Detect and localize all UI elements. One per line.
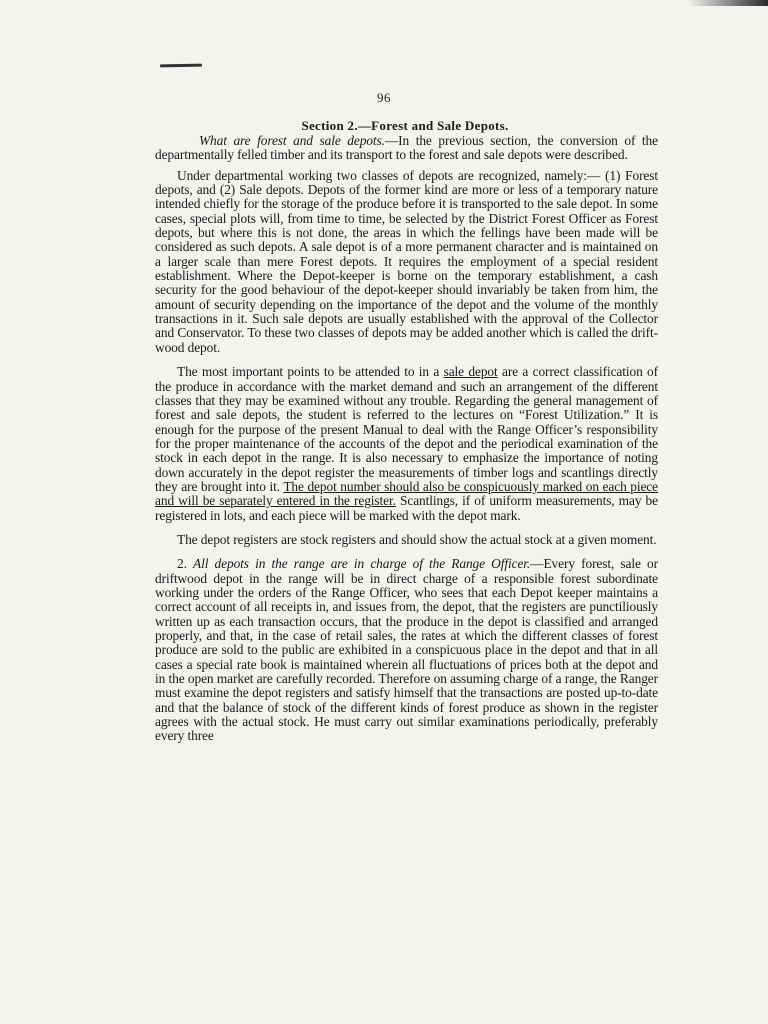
paragraph-text: The most important points to be attended to in a — [177, 364, 440, 380]
side-heading: All depots in the range are in charge of the Range Officer. — [193, 556, 531, 572]
body-text — [155, 134, 658, 754]
paragraph-3 — [155, 365, 658, 523]
paragraph-4: The depot registers are stock registers and should show the actual stock at a given moment. — [177, 531, 657, 547]
underlined-text: The depot number should also be conspicuously marked on each piece and will be separately entered in the register. — [155, 478, 658, 509]
paragraph-text: Scantlings, if of uniform measurements, may be registered in lots, and each piece will be marked with the depot mark. — [155, 493, 658, 523]
page-number: 96 — [377, 90, 391, 105]
underlined-text: sale depot — [443, 364, 498, 380]
paragraph-1 — [155, 134, 658, 163]
item-number: 2. — [177, 556, 187, 572]
section-title: Section 2.—Forest and Sale Depots. — [301, 118, 509, 133]
paragraph-2: Under departmental working two classes of depots are recognized, namely:— (1) Forest depots, and (2) Sale depots. Depots of the former kind are more or less of a temporary nature intended chiefly for the storage of the produce before it is transported to the sale depot. In some cases, special plots will, from time to time, be selected by the District Forest Officer as Forest depots, but where this is not done, the areas in which the fellings have been made will be considered as such depots. A sale depot is of a more permanent character and is maintained on a larger scale than mere Forest depots. It requires the employment of a special resident establishment. Where the Depot-keeper is borne on the temporary establishment, a cash security for the good behaviour of the depot-keeper should invariably be taken from him, the amount of security depending on the importance of the depot and the volume of the monthly transactions in it. Such sale depots are usually established with the approval of the Collector and Conservator. To these two classes of depots may be added another which is called the drift-wood depot. — [155, 167, 658, 355]
paragraph-text: —Every forest, sale or driftwood depot in the range will be in direct charge of a responsible forest subordinate working under the orders of the Range Officer, who sees that each Depot keeper maintains a correct account of all receipts in, and issues from, the depot, that the registers are punctiliously written up as each transaction occurs, that the produce in the depot is classified and arranged properly, and that, in the case of retail sales, the rates at which the different classes of forest produce are sold to the public are exhibited in a conspicuous place in the depot and that in all cases a special rate book is maintained wherein all fluctuations of prices both at the depot and in the open market are carefully recorded. Therefore on assuming charge of a range, the Ranger must examine the depot registers and satisfy himself that the transactions are posted up-to-date and that the balance of stock of the different kinds of forest produce as shown in the register agrees with the actual stock. He must carry out similar examinations periodically, preferably every three — [155, 556, 658, 744]
side-heading: What are forest and sale depots. — [199, 133, 385, 148]
paragraph-text: are a correct classification of the produce in accordance with the market demand and such an arrangement of the different classes that they may be examined without any trouble. Regarding the general management of forest and sale depots, the student is referred to the lectures on “Forest Utilization.” It is enough for the purpose of the present Manual to deal with the Range Officer’s responsibility for the proper maintenance of the accounts of the depot and the periodical examination of the stock in each depot in the range. It is also necessary to emphasize the importance of noting down accurately in the depot register the measurements of timber logs and scantlings directly they are brought into it. — [155, 364, 659, 494]
paragraph-5 — [155, 557, 658, 743]
scan-edge-shadow — [688, 0, 768, 6]
pen-mark — [160, 64, 202, 68]
paragraph-text: —In the previous section, the conversion of the departmentally felled timber and its transport to the forest and sale depots were described. — [155, 133, 658, 163]
